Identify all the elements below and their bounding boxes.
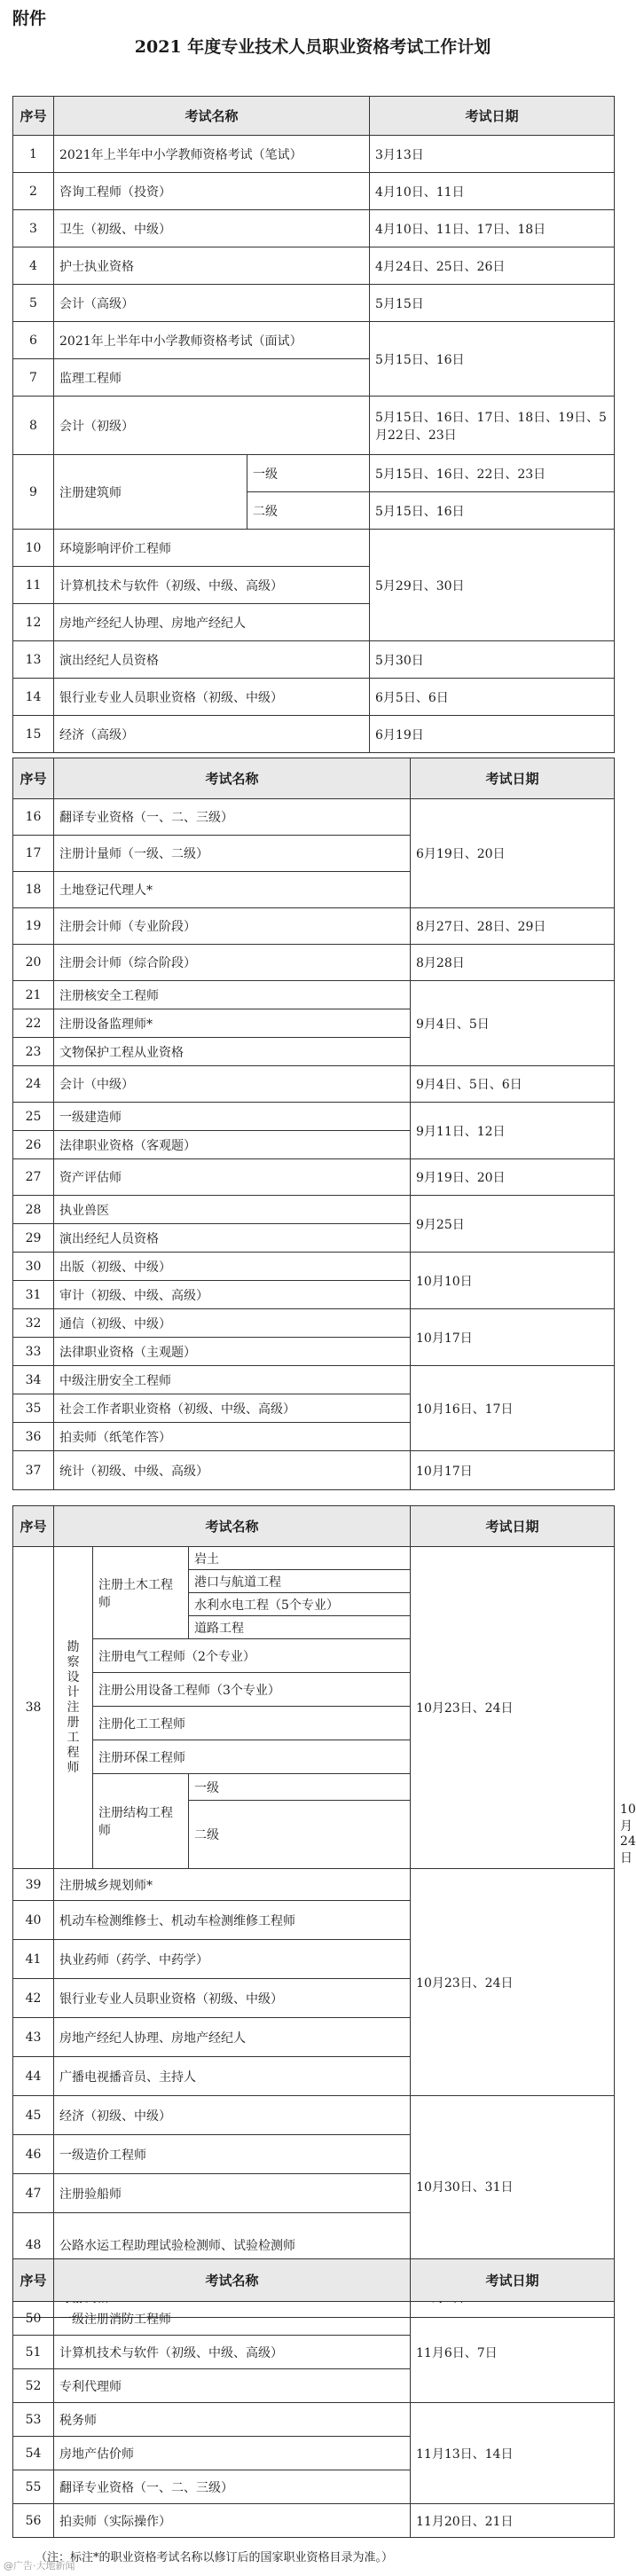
row-number: 38 xyxy=(13,1547,54,1869)
exam-date: 10月17日 xyxy=(411,1451,615,1490)
row-number: 48 xyxy=(13,2213,54,2277)
exam-name: 会计（初级） xyxy=(54,397,370,455)
page-title: 2021 年度专业技术人员职业资格考试工作计划 xyxy=(134,37,491,57)
exam-date: 10月30日、31日 xyxy=(411,2096,615,2277)
table-row xyxy=(13,641,615,679)
row-number: 5 xyxy=(13,285,54,322)
table-row xyxy=(13,1309,615,1338)
row-number: 53 xyxy=(13,2403,54,2437)
exam-name: 监理工程师 xyxy=(54,359,370,397)
exam-name: 注册结构工程师 xyxy=(93,1774,189,1869)
table-row xyxy=(13,136,615,173)
vertical-label-char: 计 xyxy=(67,1685,80,1700)
exam-date: 8月28日 xyxy=(411,945,615,981)
row-number: 43 xyxy=(13,2018,54,2057)
table-row xyxy=(13,945,615,981)
table-row xyxy=(13,981,615,1009)
header-date: 考试日期 xyxy=(411,2259,615,2302)
exam-name: 经济（初级、中级） xyxy=(54,2096,411,2135)
vertical-label-char: 程 xyxy=(67,1745,80,1760)
row-number: 37 xyxy=(13,1451,54,1490)
row-number: 44 xyxy=(13,2057,54,2096)
table-row xyxy=(13,1451,615,1490)
row-number: 39 xyxy=(13,1869,54,1901)
exam-name: 出版（初级、中级） xyxy=(54,1253,411,1281)
row-number: 25 xyxy=(13,1103,54,1131)
row-number: 3 xyxy=(13,210,54,247)
exam-name: 拍卖师（纸笔作答） xyxy=(54,1423,411,1451)
table-row xyxy=(13,679,615,716)
exam-name: 一级建造师 xyxy=(54,1103,411,1131)
row-number: 50 xyxy=(13,2302,54,2336)
exam-name: 中级注册安全工程师 xyxy=(54,1366,411,1394)
exam-subcategory: 港口与航道工程 xyxy=(189,1570,411,1593)
exam-name: 资产评估师 xyxy=(54,1159,411,1196)
exam-name: 土地登记代理人* xyxy=(54,872,411,908)
row-number: 1 xyxy=(13,136,54,173)
row-number: 16 xyxy=(13,799,54,836)
exam-name: 注册环保工程师 xyxy=(93,1740,411,1774)
table-row xyxy=(13,1869,615,1901)
row-number: 24 xyxy=(13,1066,54,1103)
row-number: 15 xyxy=(13,716,54,753)
row-number: 33 xyxy=(13,1338,54,1366)
header-name: 考试名称 xyxy=(54,97,370,136)
table-row xyxy=(13,2096,615,2135)
row-number: 56 xyxy=(13,2504,54,2538)
exam-name: 注册化工工程师 xyxy=(93,1707,411,1740)
exam-name: 会计（中级） xyxy=(54,1066,411,1103)
table-row xyxy=(13,799,615,836)
exam-date: 6月19日、20日 xyxy=(411,799,615,908)
row-number: 45 xyxy=(13,2096,54,2135)
exam-date: 5月15日、16日 xyxy=(370,322,615,397)
header-name: 考试名称 xyxy=(54,2259,411,2302)
row-number: 51 xyxy=(13,2336,54,2369)
exam-name: 注册验船师 xyxy=(54,2174,411,2213)
exam-name: 执业兽医 xyxy=(54,1196,411,1224)
attachment-label: 附件 xyxy=(12,9,47,28)
table-row xyxy=(13,1366,615,1394)
exam-date: 11月6日、7日 xyxy=(411,2302,615,2403)
exam-name: 计算机技术与软件（初级、中级、高级） xyxy=(54,567,370,604)
row-number: 27 xyxy=(13,1159,54,1196)
row-number: 31 xyxy=(13,1281,54,1309)
header-no: 序号 xyxy=(13,758,54,799)
exam-name: 翻译专业资格（一、二、三级） xyxy=(54,799,411,836)
header-name: 考试名称 xyxy=(54,1506,411,1547)
exam-name: 房地产经纪人协理、房地产经纪人 xyxy=(54,604,370,641)
header-date: 考试日期 xyxy=(411,1506,615,1547)
exam-name: 法律职业资格（客观题） xyxy=(54,1131,411,1159)
exam-subcategory: 一级 xyxy=(247,455,370,492)
exam-name: 咨询工程师（投资） xyxy=(54,173,370,210)
exam-name: 税务师 xyxy=(54,2403,411,2437)
exam-name: 注册会计师（综合阶段） xyxy=(54,945,411,981)
row-number: 32 xyxy=(13,1309,54,1338)
row-number: 19 xyxy=(13,908,54,945)
exam-date: 10月16日、17日 xyxy=(411,1366,615,1451)
header-no: 序号 xyxy=(13,97,54,136)
row-number: 18 xyxy=(13,872,54,908)
exam-name: 注册电气工程师（2个专业） xyxy=(93,1639,411,1673)
row-number: 40 xyxy=(13,1901,54,1940)
row-number: 47 xyxy=(13,2174,54,2213)
exam-table-1 xyxy=(12,96,615,753)
row-number: 22 xyxy=(13,1009,54,1038)
header-date: 考试日期 xyxy=(370,97,615,136)
exam-name: 银行业专业人员职业资格（初级、中级） xyxy=(54,1979,411,2018)
exam-date: 4月10日、11日、17日、18日 xyxy=(370,210,615,247)
table-row xyxy=(13,1159,615,1196)
exam-date: 6月19日 xyxy=(370,716,615,753)
exam-subcategory: 道路工程 xyxy=(189,1616,411,1639)
table-row xyxy=(13,1547,615,1570)
row-number: 52 xyxy=(13,2369,54,2403)
vertical-label-char: 设 xyxy=(67,1669,80,1685)
row-number: 23 xyxy=(13,1038,54,1066)
table-row xyxy=(13,1066,615,1103)
exam-name: 统计（初级、中级、高级） xyxy=(54,1451,411,1490)
exam-name: 广播电视播音员、主持人 xyxy=(54,2057,411,2096)
exam-name: 注册建筑师 xyxy=(54,455,247,530)
exam-table-2 xyxy=(12,758,615,1490)
table-row xyxy=(13,908,615,945)
row-number: 29 xyxy=(13,1224,54,1253)
exam-subcategory: 水利水电工程（5个专业） xyxy=(189,1593,411,1616)
exam-date: 3月13日 xyxy=(370,136,615,173)
row-number: 6 xyxy=(13,322,54,359)
row-number: 46 xyxy=(13,2135,54,2174)
header-name: 考试名称 xyxy=(54,758,411,799)
exam-name: 卫生（初级、中级） xyxy=(54,210,370,247)
row-number: 26 xyxy=(13,1131,54,1159)
exam-name: 会计（高级） xyxy=(54,285,370,322)
table-row xyxy=(13,397,615,455)
exam-date: 9月25日 xyxy=(411,1196,615,1253)
vertical-label-char: 察 xyxy=(67,1654,80,1669)
exam-date: 8月27日、28日、29日 xyxy=(411,908,615,945)
row-number: 42 xyxy=(13,1979,54,2018)
vertical-label-char: 注 xyxy=(67,1700,80,1715)
exam-name: 执业药师（药学、中药学） xyxy=(54,1940,411,1979)
exam-name: 演出经纪人员资格 xyxy=(54,641,370,679)
exam-name: 机动车检测维修士、机动车检测维修工程师 xyxy=(54,1901,411,1940)
row-number: 28 xyxy=(13,1196,54,1224)
row-number: 20 xyxy=(13,945,54,981)
exam-date: 5月15日 xyxy=(370,285,615,322)
exam-name: 一级造价工程师 xyxy=(54,2135,411,2174)
exam-name: 社会工作者职业资格（初级、中级、高级） xyxy=(54,1394,411,1423)
exam-name: 注册公用设备工程师（3个专业） xyxy=(93,1673,411,1707)
exam-name: 公路水运工程助理试验检测师、试验检测师 xyxy=(54,2213,411,2277)
exam-date: 5月15日、16日、17日、18日、19日、5月22日、23日 xyxy=(370,397,615,455)
exam-date: 11月13日、14日 xyxy=(411,2403,615,2504)
exam-date: 4月10日、11日 xyxy=(370,173,615,210)
row-number: 34 xyxy=(13,1366,54,1394)
row-number: 9 xyxy=(13,455,54,530)
vertical-label-char: 册 xyxy=(67,1715,80,1730)
table-row xyxy=(13,2403,615,2437)
table-row xyxy=(13,716,615,753)
row-number: 8 xyxy=(13,397,54,455)
table-row xyxy=(13,322,615,359)
exam-date: 10月23日、24日 xyxy=(411,1869,615,2096)
exam-date: 9月19日、20日 xyxy=(411,1159,615,1196)
row-number: 54 xyxy=(13,2437,54,2470)
table-row xyxy=(13,1253,615,1281)
row-number: 10 xyxy=(13,530,54,567)
exam-date: 6月5日、6日 xyxy=(370,679,615,716)
exam-name: 房地产经纪人协理、房地产经纪人 xyxy=(54,2018,411,2057)
exam-name: 护士执业资格 xyxy=(54,247,370,285)
row-number: 11 xyxy=(13,567,54,604)
exam-name: 一级注册消防工程师 xyxy=(54,2302,411,2336)
vertical-label-char: 工 xyxy=(67,1730,80,1745)
table-row xyxy=(13,2302,615,2336)
exam-name: 注册土木工程师 xyxy=(93,1547,189,1639)
exam-name: 审计（初级、中级、高级） xyxy=(54,1281,411,1309)
exam-name: 2021年上半年中小学教师资格考试（面试） xyxy=(54,322,370,359)
exam-date: 10月10日 xyxy=(411,1253,615,1309)
exam-date: 5月29日、30日 xyxy=(370,530,615,641)
table-row xyxy=(13,210,615,247)
exam-date: 10月17日 xyxy=(411,1309,615,1366)
table-row xyxy=(13,530,615,567)
exam-name: 注册计量师（一级、二级） xyxy=(54,836,411,872)
exam-name: 2021年上半年中小学教师资格考试（笔试） xyxy=(54,136,370,173)
header-date: 考试日期 xyxy=(411,758,615,799)
exam-name: 文物保护工程从业资格 xyxy=(54,1038,411,1066)
row-number: 35 xyxy=(13,1394,54,1423)
row-number: 2 xyxy=(13,173,54,210)
vertical-label-char: 勘 xyxy=(67,1639,80,1654)
exam-date: 9月4日、5日、6日 xyxy=(411,1066,615,1103)
row-number: 55 xyxy=(13,2470,54,2504)
watermark: @广告·大地新闻 xyxy=(4,2560,75,2572)
row-number: 36 xyxy=(13,1423,54,1451)
table-row: 二级 10月24日 xyxy=(13,1801,615,1869)
row-number: 13 xyxy=(13,641,54,679)
footnote: （注：标注*的职业资格考试名称以修订后的国家职业资格目录为准。） xyxy=(35,2551,394,2564)
exam-date: 4月24日、25日、26日 xyxy=(370,247,615,285)
exam-subcategory: 二级 xyxy=(189,1801,411,1869)
row-number: 17 xyxy=(13,836,54,872)
exam-date: 10月23日、24日 xyxy=(411,1547,615,1869)
table-row xyxy=(13,1103,615,1131)
table-row xyxy=(13,1196,615,1224)
exam-table-3 xyxy=(12,1505,636,2318)
exam-subcategory: 二级 xyxy=(247,492,370,530)
exam-name: 房地产估价师 xyxy=(54,2437,411,2470)
exam-table-4 xyxy=(12,2258,615,2538)
exam-date: 5月15日、16日 xyxy=(370,492,615,530)
exam-name: 注册城乡规划师* xyxy=(54,1869,411,1901)
exam-name: 注册设备监理师* xyxy=(54,1009,411,1038)
exam-subcategory: 岩土 xyxy=(189,1547,411,1570)
row-number: 41 xyxy=(13,1940,54,1979)
table-row xyxy=(13,285,615,322)
vertical-label-char: 师 xyxy=(67,1760,80,1775)
exam-name: 法律职业资格（主观题） xyxy=(54,1338,411,1366)
row-number: 14 xyxy=(13,679,54,716)
exam-name: 专利代理师 xyxy=(54,2369,411,2403)
vertical-category-label xyxy=(54,1547,93,1869)
row-number: 12 xyxy=(13,604,54,641)
exam-date: 11月20日、21日 xyxy=(411,2504,615,2538)
header-no: 序号 xyxy=(13,1506,54,1547)
exam-date: 5月30日 xyxy=(370,641,615,679)
exam-name: 银行业专业人员职业资格（初级、中级） xyxy=(54,679,370,716)
exam-date: 9月11日、12日 xyxy=(411,1103,615,1159)
exam-date: 5月15日、16日、22日、23日 xyxy=(370,455,615,492)
table-row xyxy=(13,2504,615,2538)
header-no: 序号 xyxy=(13,2259,54,2302)
table-row xyxy=(13,455,615,492)
exam-date: 9月4日、5日 xyxy=(411,981,615,1066)
row-number: 4 xyxy=(13,247,54,285)
exam-name: 通信（初级、中级） xyxy=(54,1309,411,1338)
exam-name: 环境影响评价工程师 xyxy=(54,530,370,567)
exam-name: 翻译专业资格（一、二、三级） xyxy=(54,2470,411,2504)
row-number: 30 xyxy=(13,1253,54,1281)
exam-name: 拍卖师（实际操作） xyxy=(54,2504,411,2538)
exam-name: 注册核安全工程师 xyxy=(54,981,411,1009)
exam-name: 计算机技术与软件（初级、中级、高级） xyxy=(54,2336,411,2369)
table-row xyxy=(13,173,615,210)
exam-subcategory: 一级 xyxy=(189,1774,411,1801)
exam-name: 经济（高级） xyxy=(54,716,370,753)
exam-name: 演出经纪人员资格 xyxy=(54,1224,411,1253)
row-number: 7 xyxy=(13,359,54,397)
row-number: 21 xyxy=(13,981,54,1009)
exam-name: 注册会计师（专业阶段） xyxy=(54,908,411,945)
table-row xyxy=(13,247,615,285)
